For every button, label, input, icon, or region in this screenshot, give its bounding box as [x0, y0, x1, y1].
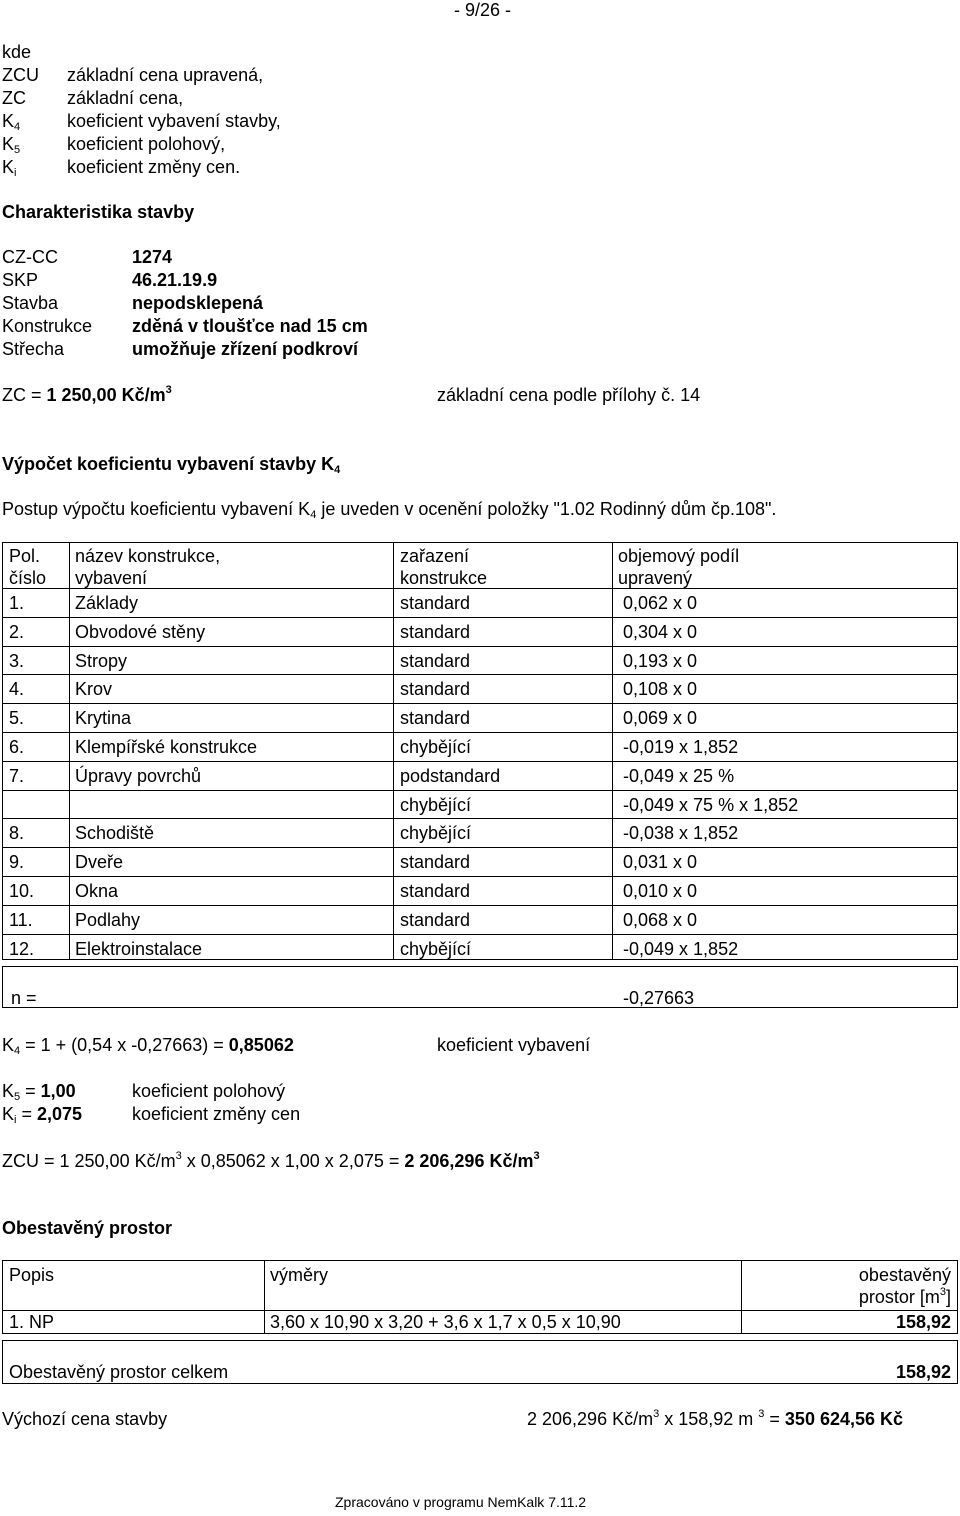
ki-note: koeficient změny cen [132, 1104, 301, 1124]
row-number: 9. [9, 852, 25, 873]
row-category: standard [400, 909, 471, 930]
equipment-table [2, 542, 958, 960]
char-label: Konstrukce [2, 316, 93, 336]
char-value: 46.21.19.9 [132, 270, 218, 290]
table-row-divider [3, 646, 957, 647]
char-label: CZ-CC [2, 247, 58, 267]
k4-note: koeficient vybavení [437, 1035, 591, 1055]
row-name: Elektroinstalace [75, 938, 203, 959]
legend-symbol-ki: $K_i$ [2, 157, 17, 179]
legend-symbol-k4: $K_4$ [2, 111, 21, 133]
table-row-divider [3, 847, 957, 848]
table-row-divider [3, 703, 957, 704]
page-number: - 9/26 - [454, 0, 512, 20]
row-category: chybějící [400, 823, 472, 844]
char-label: Stavba [2, 293, 59, 313]
equipment-intro: Postup výpočtu koeficientu vybavení $K_4$ je uveden v ocenění položky "1.02 Rodinný dům čp.108". [2, 499, 777, 521]
char-label: Střecha [2, 339, 65, 359]
row-category: chybějící [400, 737, 472, 757]
legend-symbol-zcu: ZCU [2, 65, 39, 85]
initial-price-formula: 2 206,296 $Kč/m^3$ x 158,92 m $^3$ = 350 624,56 Kč [527, 1408, 904, 1429]
row-number: 4. [9, 679, 25, 700]
row-share: -0,038 x 1,852 [623, 823, 739, 844]
volume-total-value: 158,92 [895, 1362, 951, 1382]
zcu-formula: ZCU = 1 250,00 $Kč/m^3$ x 0,85062 x 1,00 x 2,075 = 2 206,296 $Kč/m^3$ [2, 1150, 540, 1171]
table-row-divider [3, 674, 957, 675]
row-share: -0,019 x 1,852 [623, 737, 739, 757]
row-name: Okna [75, 881, 119, 901]
row-share: 0,031 x 0 [623, 852, 698, 873]
legend-desc-k4: koeficient vybavení stavby, [67, 111, 281, 131]
row-name: Úpravy povrchů [75, 765, 202, 786]
footer-text: Zpracováno v programu NemKalk 7.11.2 [335, 1494, 587, 1510]
row-category: standard [400, 679, 471, 700]
char-value: 1274 [132, 247, 173, 267]
row-category: chybějící [400, 938, 472, 959]
table-row-divider [3, 732, 957, 733]
row-name: Schodiště [75, 823, 155, 844]
row-category: chybějící [400, 794, 472, 815]
row-name: Klempířské konstrukce [75, 737, 258, 757]
table-row-divider [3, 818, 957, 819]
legend-symbol-k5: $K_5$ [2, 134, 21, 156]
initial-price-label: Výchozí cena stavby [2, 1409, 168, 1429]
volume-row-expr: 3,60 x 10,90 x 3,20 + 3,6 x 1,7 x 0,5 x 10,90 [270, 1312, 621, 1332]
row-share: -0,049 x 75 % x 1,852 [623, 794, 799, 815]
k5-formula: $K_5 = 1,00$ [2, 1081, 76, 1103]
legend-desc-zcu: základní cena upravená, [67, 65, 264, 85]
legend-symbol-zc: ZC [2, 88, 26, 108]
col-header-obestaveny: obestavěný prostor $[m^3]$ [858, 1265, 951, 1307]
row-name: Dveře [75, 852, 124, 873]
k5-note: koeficient polohový [132, 1081, 286, 1101]
col-header-vymery: výměry [270, 1265, 328, 1285]
row-number: 8. [9, 823, 25, 844]
row-share: 0,062 x 0 [623, 593, 698, 613]
row-name: Obvodové stěny [75, 621, 206, 642]
characteristics-heading: Charakteristika stavby [2, 202, 195, 222]
row-category: standard [400, 708, 471, 729]
char-value: zděná v tloušťce nad 15 cm [132, 316, 368, 336]
volume-row [2, 1310, 958, 1334]
row-share: 0,304 x 0 [623, 621, 698, 642]
char-label: SKP [2, 270, 39, 290]
n-value: -0,27663 [623, 988, 695, 1008]
row-share: -0,049 x 25 % [623, 765, 735, 786]
n-result-box [2, 966, 958, 1008]
col-header-name: název konstrukce, vybavení [75, 546, 221, 588]
row-number: 7. [9, 765, 25, 786]
row-number: 12. [9, 938, 35, 959]
table-row-divider [3, 876, 957, 877]
row-category: standard [400, 881, 471, 901]
row-share: 0,068 x 0 [623, 909, 698, 930]
base-price-note: základní cena podle přílohy č. 14 [437, 385, 701, 405]
row-number: 11. [9, 909, 33, 930]
legend-desc-ki: koeficient změny cen. [67, 157, 241, 177]
row-share: 0,193 x 0 [623, 650, 698, 671]
table-row-divider [3, 761, 957, 762]
row-number: 10. [9, 881, 35, 901]
volume-row-label: 1. NP [9, 1312, 55, 1332]
volume-total-box [2, 1340, 958, 1384]
row-share: 0,108 x 0 [623, 679, 698, 700]
table-row-divider [3, 617, 957, 618]
row-name: Krov [75, 679, 113, 700]
row-name: Stropy [75, 650, 128, 671]
table-row-divider [3, 588, 957, 589]
row-number: 5. [9, 708, 25, 729]
k4-formula: $K_4 = 1 + (0,54$ x -0,27663) = 0,85062 [2, 1035, 294, 1057]
row-share: 0,010 x 0 [623, 881, 698, 901]
table-row-divider [3, 790, 957, 791]
volume-total-label: Obestavěný prostor celkem [9, 1362, 229, 1382]
col-header-popis: Popis [9, 1265, 55, 1285]
legend-desc-k5: koeficient polohový, [67, 134, 226, 154]
row-share: -0,049 x 1,852 [623, 938, 739, 959]
table-row-divider [3, 905, 957, 906]
ki-formula: $K_i = 2,075$ [2, 1104, 83, 1126]
n-label: n = [11, 988, 37, 1008]
equipment-heading: Výpočet koeficientu vybavení stavby $K_4$ [2, 454, 341, 476]
row-number: 3. [9, 650, 25, 671]
col-header-number: Pol. číslo [9, 546, 47, 588]
volume-row-value: 158,92 [895, 1312, 951, 1332]
legend-intro: kde [2, 42, 32, 62]
row-category: standard [400, 852, 471, 873]
table-row-divider [3, 934, 957, 935]
row-number: 6. [9, 737, 25, 757]
char-value: nepodsklepená [132, 293, 264, 313]
row-category: standard [400, 593, 471, 613]
row-name: Podlahy [75, 909, 141, 930]
row-category: standard [400, 621, 471, 642]
volume-heading: Obestavěný prostor [2, 1218, 173, 1238]
row-name: Základy [75, 593, 139, 613]
legend-desc-zc: základní cena, [67, 88, 184, 108]
row-number: 1. [9, 593, 25, 613]
col-header-category: zařazení konstrukce [400, 546, 488, 588]
base-price: ZC = 1 250,00 $Kč/m^3$ [2, 384, 172, 405]
volume-table-header [2, 1260, 958, 1311]
row-share: 0,069 x 0 [623, 708, 698, 729]
row-name: Krytina [75, 708, 132, 729]
row-category: podstandard [400, 765, 501, 786]
char-value: umožňuje zřízení podkroví [132, 339, 359, 359]
col-header-share: objemový podíl upravený [618, 546, 740, 588]
row-number: 2. [9, 621, 25, 642]
row-category: standard [400, 650, 471, 671]
